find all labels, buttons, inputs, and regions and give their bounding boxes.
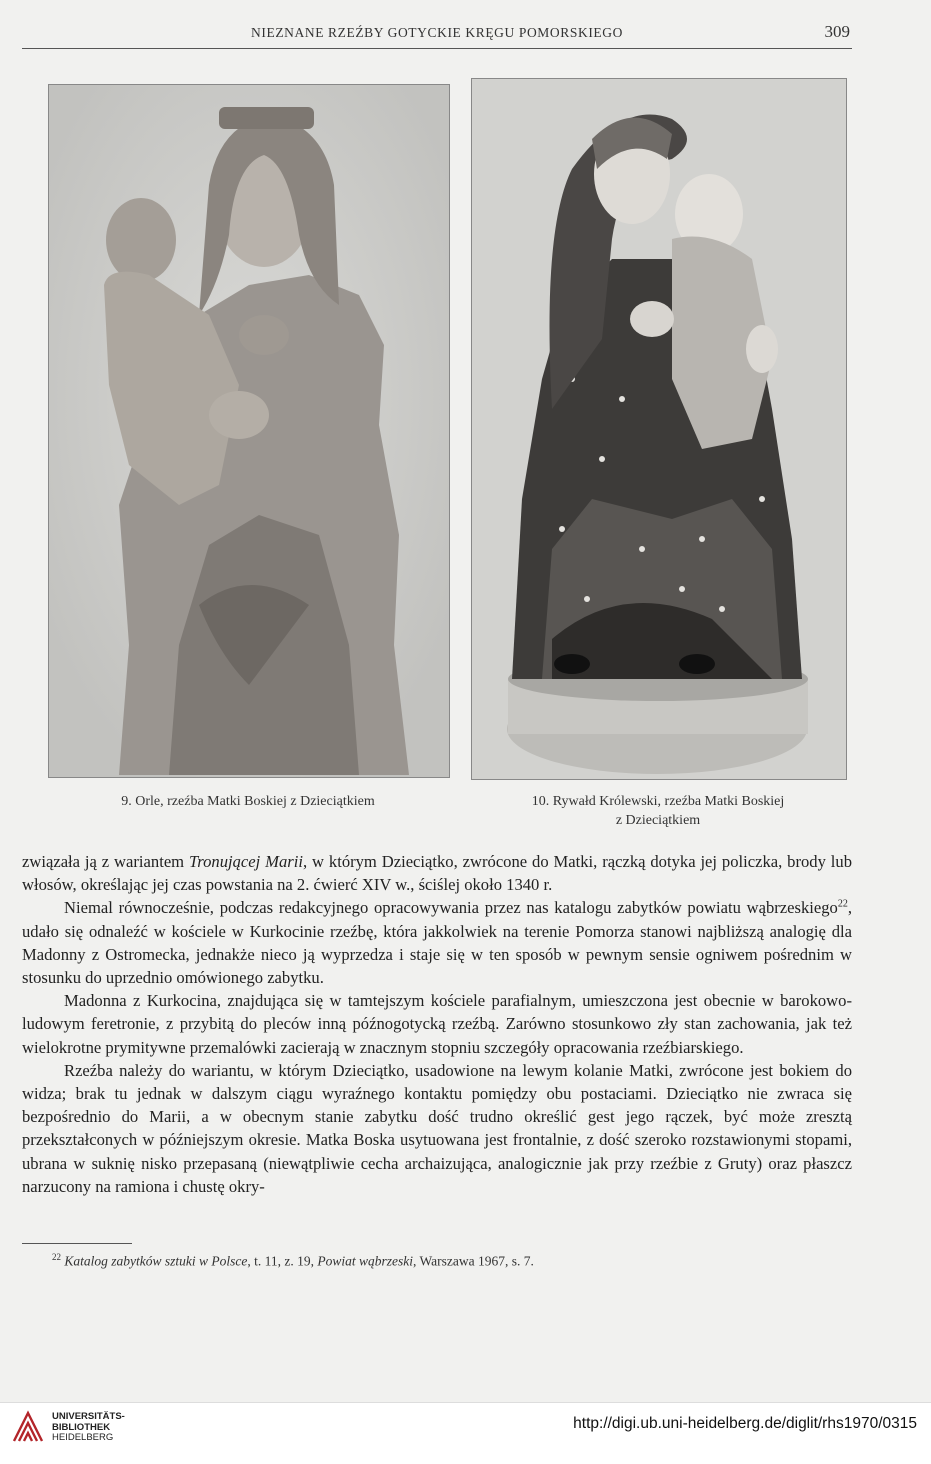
logo-line-1: UNIVERSITÄTS-: [52, 1411, 125, 1422]
figure-9-photo: [48, 84, 450, 778]
figure-9-caption-text: 9. Orle, rzeźba Matki Boskiej z Dzieciątkiem: [121, 794, 375, 809]
footnote-ref-22: 22: [837, 898, 848, 910]
paragraph-1-text-b: , w którym Dzieciątko, zwrócone do Matki, rączką dotyka jej policzka, brody lub włosów, określając jej czas powstania na 2. ćwierć XIV w., ściślej około 1340 r.: [22, 852, 852, 895]
source-url-link[interactable]: http://digi.ub.uni-heidelberg.de/diglit/rhs1970/0315: [573, 1415, 917, 1432]
footnote-text-b: , Warszawa 1967, s. 7.: [413, 1253, 534, 1269]
library-logo-icon: [10, 1409, 46, 1445]
paragraph-1-text-a: związała ją z wariantem: [22, 852, 189, 871]
figure-10-caption-line2: z Dzieciątkiem: [615, 813, 701, 828]
paragraph-4: Rzeźba należy do wariantu, w którym Dzieciątko, usadowione na lewym kolanie Matki, zwrócone jest bokiem do widza; brak tu jednak w dalszym ciągu wyraźnego kontaktu pomiędzy obu postaciami. Dzieciątko nie zwraca się bezpośrednio do Marii, a w obecnym stanie zabytku dość trudno określić gest jego rączek, być może zresztą przekształconych w późniejszym okresie. Matka Boska usytuowana jest frontalnie, z dość szeroko rozstawionymi stopami, ubrana w suknię nisko przepasaną (niewątpliwie cecha archaizująca, analogicznie jak przy rzeźbie z Gruty) oraz płaszcz narzucony na ramiona i chustę okry-: [22, 1060, 852, 1196]
page-number: 309: [824, 22, 850, 41]
figure-10-photo: [471, 78, 847, 780]
library-logo-text: [52, 1412, 125, 1444]
logo-line-3: HEIDELBERG: [52, 1432, 114, 1443]
paragraph-1-italic: Tronującej Marii: [188, 852, 303, 871]
footnote-rule: [22, 1243, 132, 1244]
figure-10-caption-line1: 10. Rywałd Królewski, rzeźba Matki Boskiej: [531, 794, 785, 809]
page-header: [22, 22, 852, 49]
paragraph-2-text-a: Niemal równocześnie, podczas redakcyjnego opracowywania przez nas katalogu zabytków powiatu wąbrzeskiego: [64, 898, 838, 918]
figure-10-caption: [478, 792, 838, 830]
footnote-title: Katalog zabytków sztuki w Polsce: [64, 1253, 248, 1269]
footnote-text-a: , t. 11, z. 19,: [247, 1253, 318, 1269]
logo-line-2: BIBLIOTHEK: [52, 1421, 111, 1433]
figure-9-caption: [48, 792, 448, 811]
body-text: [22, 850, 852, 1198]
paragraph-2-text-b: , udało się odnaleźć w kościele w Kurkocinie rzeźbę, która jakkolwiek na terenie Pomorza stanowi najbliższą analogię dla Madonny z Ostromecka, jednakże nieco ją wyprzedza i staje się w ten sposób w pewnym sensie ogniwem pośrednim w stosunku do uprzednio omówionego zabytku.: [22, 898, 852, 988]
footnote-22: [52, 1252, 852, 1270]
paragraph-3: Madonna z Kurkocina, znajdująca się w tamtejszym kościele parafialnym, umieszczona jest obecnie w barokowo-ludowym feretronie, z przybitą do pleców inną późnogotycką rzeźbą. Zarówno stosunkowo zły stan zachowania, jak też wielokrotne prymitywne przemalówki zacierają w znacznym stopniu szczegóły opracowania rzeźbiarskiego.: [22, 991, 852, 1057]
footnote-volume: Powiat wąbrzeski: [317, 1253, 414, 1269]
running-title: NIEZNANE RZEŹBY GOTYCKIE KRĘGU POMORSKIEGO: [251, 25, 623, 40]
footnote-number: 22: [52, 1252, 61, 1262]
paragraph-1: [22, 850, 852, 896]
paragraph-2: [22, 896, 852, 989]
library-footer: [0, 1402, 931, 1464]
